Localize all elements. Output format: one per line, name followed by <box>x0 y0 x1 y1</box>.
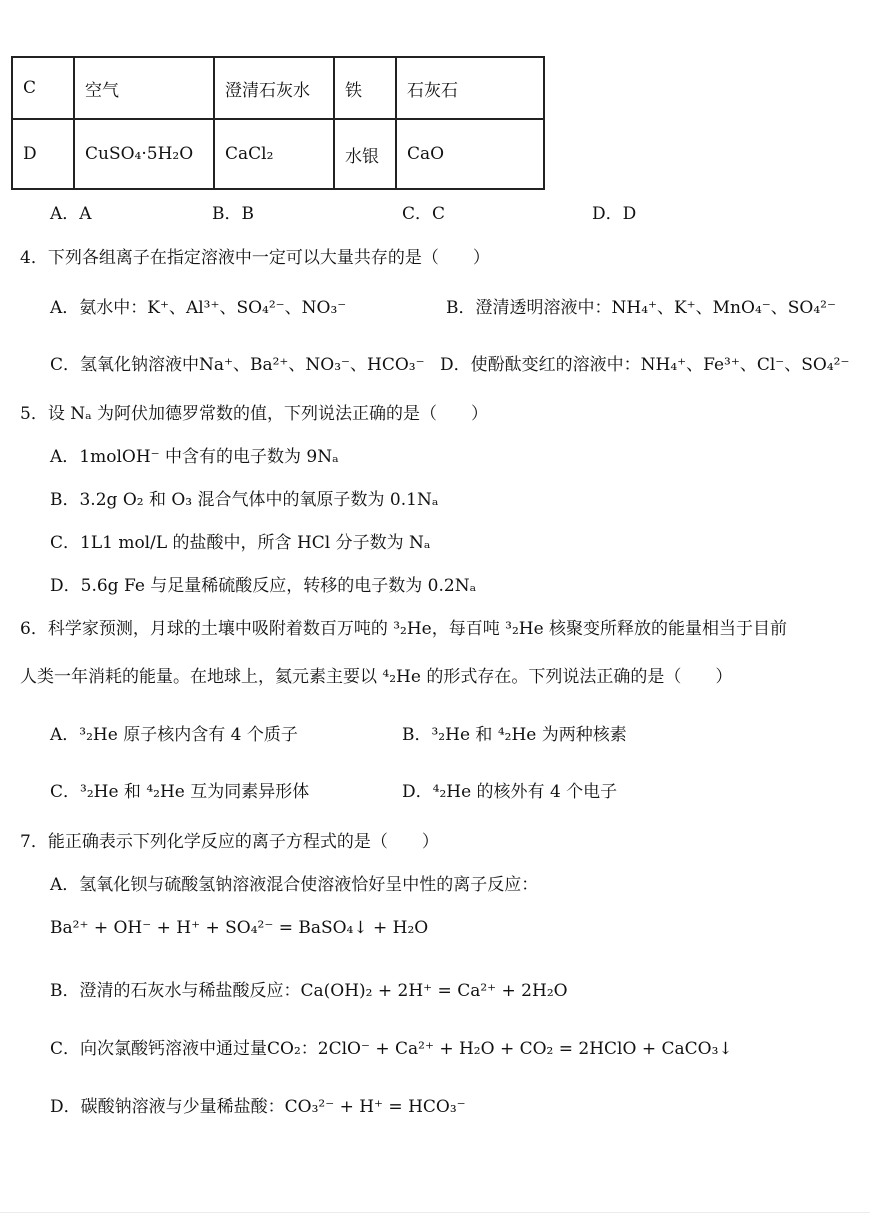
q4-stem: 4．下列各组离子在指定溶液中一定可以大量共存的是（ ） <box>20 248 490 268</box>
q6-option-d: D．⁴₂He 的核外有 4 个电子 <box>402 782 618 802</box>
q5-option-a: A．1molOH⁻ 中含有的电子数为 9Nₐ <box>50 447 339 467</box>
q4-option-c: C．氢氧化钠溶液中Na⁺、Ba²⁺、NO₃⁻、HCO₃⁻ <box>50 355 425 375</box>
q7-option-d: D．碳酸钠溶液与少量稀盐酸：CO₃²⁻ + H⁺ = HCO₃⁻ <box>50 1097 466 1117</box>
q4-option-b: B．澄清透明溶液中：NH₄⁺、K⁺、MnO₄⁻、SO₄²⁻ <box>446 298 836 318</box>
table-cell: CuSO₄·5H₂O <box>74 119 214 189</box>
table-cell: 铁 <box>334 57 396 119</box>
q7-option-b: B．澄清的石灰水与稀盐酸反应：Ca(OH)₂ + 2H⁺ = Ca²⁺ + 2H₂O <box>50 981 568 1001</box>
q6-option-c: C．³₂He 和 ⁴₂He 互为同素异形体 <box>50 782 310 802</box>
q6-option-a: A．³₂He 原子核内含有 4 个质子 <box>50 725 298 745</box>
table-cell: CaO <box>396 119 544 189</box>
table-cell: C <box>12 57 74 119</box>
q3-option-b: B．B <box>212 204 254 224</box>
table-cell: 石灰石 <box>396 57 544 119</box>
q3-option-c: C．C <box>402 204 446 224</box>
table-cell: 水银 <box>334 119 396 189</box>
q4-option-d: D．使酚酞变红的溶液中：NH₄⁺、Fe³⁺、Cl⁻、SO₄²⁻ <box>440 355 850 375</box>
q7-stem: 7．能正确表示下列化学反应的离子方程式的是（ ） <box>20 832 439 852</box>
q6-stem-line1: 6．科学家预测，月球的土壤中吸附着数百万吨的 ³₂He，每百吨 ³₂He 核聚变所释放的能量相当于目前 <box>20 619 788 639</box>
q4-option-a: A．氨水中：K⁺、Al³⁺、SO₄²⁻、NO₃⁻ <box>50 298 347 318</box>
q6-stem-line2: 人类一年消耗的能量。在地球上，氦元素主要以 ⁴₂He 的形式存在。下列说法正确的是（ ） <box>20 667 733 687</box>
q5-option-c: C．1L1 mol/L 的盐酸中，所含 HCl 分子数为 Nₐ <box>50 533 431 553</box>
table-row <box>12 119 544 189</box>
table-row <box>12 57 544 119</box>
q3-option-d: D．D <box>592 204 637 224</box>
q7-option-c: C．向次氯酸钙溶液中通过量CO₂：2ClO⁻ + Ca²⁺ + H₂O + CO₂ = 2HClO + CaCO₃↓ <box>50 1039 733 1059</box>
q3-option-a: A．A <box>50 204 92 224</box>
q7-option-a-equation: Ba²⁺ + OH⁻ + H⁺ + SO₄²⁻ = BaSO₄↓ + H₂O <box>50 918 429 938</box>
q6-option-b: B．³₂He 和 ⁴₂He 为两种核素 <box>402 725 627 745</box>
q7-option-a: A．氢氧化钡与硫酸氢钠溶液混合使溶液恰好呈中性的离子反应： <box>50 875 539 895</box>
table-cell: 澄清石灰水 <box>214 57 334 119</box>
table-cell: CaCl₂ <box>214 119 334 189</box>
q5-stem: 5．设 Nₐ 为阿伏加德罗常数的值，下列说法正确的是（ ） <box>20 404 489 424</box>
table-cell: 空气 <box>74 57 214 119</box>
classification-table <box>11 56 545 190</box>
table-cell: D <box>12 119 74 189</box>
q5-option-b: B．3.2g O₂ 和 O₃ 混合气体中的氧原子数为 0.1Nₐ <box>50 490 439 510</box>
q5-option-d: D．5.6g Fe 与足量稀硫酸反应，转移的电子数为 0.2Nₐ <box>50 576 477 596</box>
page-divider <box>0 1212 870 1213</box>
